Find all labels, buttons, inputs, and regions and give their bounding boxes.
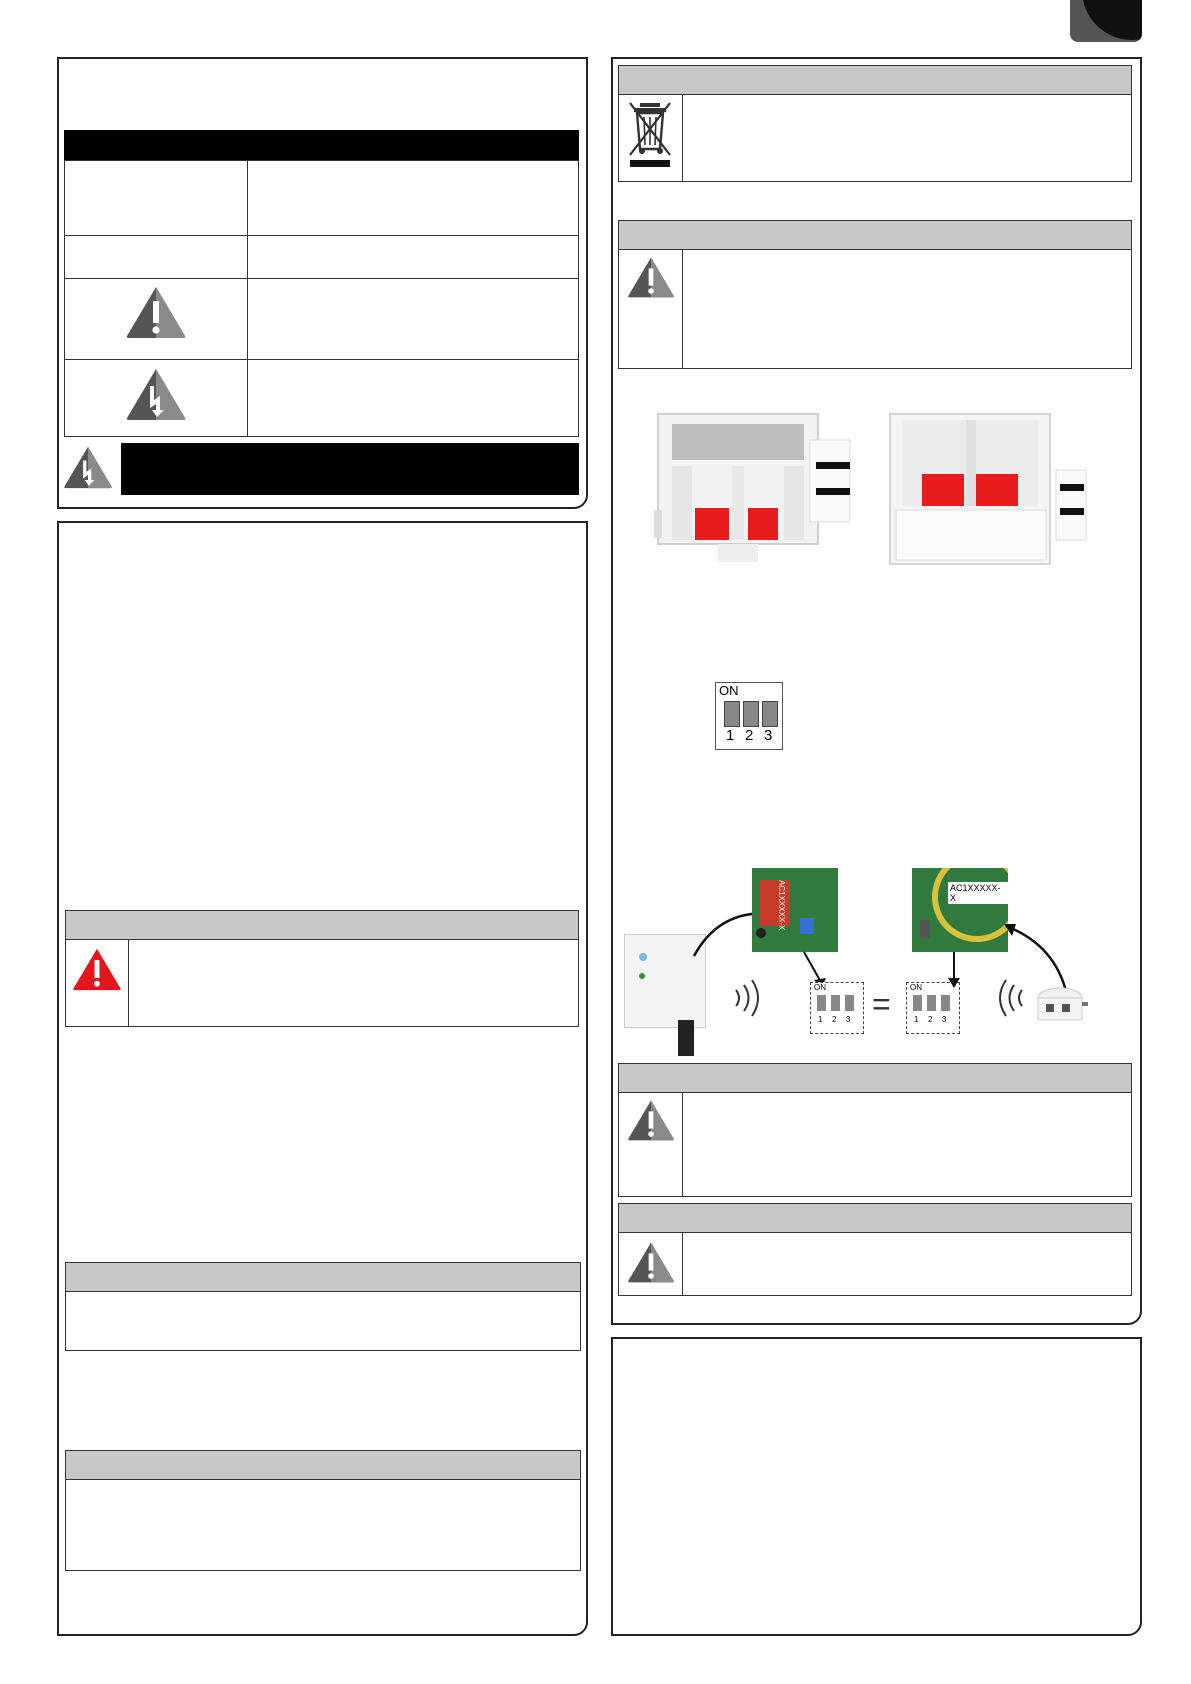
radio-waves-icon — [992, 978, 1026, 1018]
note-box-2-body — [65, 1479, 581, 1571]
warning-box-3-body — [682, 1232, 1132, 1296]
legend-row-3-right — [247, 278, 579, 360]
legend-row-1-right — [247, 160, 579, 236]
warning-triangle-icon — [626, 1098, 676, 1142]
sensor-board — [912, 868, 1008, 952]
warning-box-2-header — [618, 1063, 1132, 1093]
legend-row-2-right — [247, 235, 579, 279]
right-bottom-panel — [611, 1337, 1142, 1636]
legend-row-2-left — [64, 235, 248, 279]
dip-number-2: 2 — [745, 727, 754, 744]
note-box-2-header — [65, 1450, 581, 1480]
dip-number-1: 1 — [726, 727, 735, 744]
crossed-bin-icon — [624, 99, 676, 171]
housing-image-front — [650, 410, 870, 570]
legend-row-4-right — [247, 359, 579, 437]
warning-box-1-header — [618, 220, 1132, 250]
electric-hazard-icon — [62, 443, 114, 491]
wireless-sensor — [1032, 984, 1092, 1028]
sensor-code-label: AC1XXXXX-X — [948, 882, 1008, 904]
receiver-code-label: AC1XXXXX-X — [777, 880, 786, 931]
warning-box-2-body — [682, 1092, 1132, 1197]
legend-row-1-left — [64, 160, 248, 236]
red-warning-box-header — [65, 910, 579, 940]
warning-triangle-icon — [124, 284, 188, 340]
disposal-box-body — [682, 94, 1132, 182]
electric-hazard-icon — [124, 366, 188, 422]
dip-on-label: ON — [719, 683, 739, 698]
red-warning-triangle-icon — [71, 946, 123, 992]
red-warning-box-body — [128, 939, 579, 1027]
note-box-1-header — [65, 1262, 581, 1292]
electric-warning-banner — [121, 443, 579, 495]
housing-image-back — [882, 410, 1102, 570]
dip-number-3: 3 — [764, 727, 773, 744]
page-corner-tab — [1070, 0, 1142, 42]
warning-triangle-icon — [626, 255, 676, 299]
warning-box-1-body — [682, 249, 1132, 369]
radio-waves-icon — [732, 978, 766, 1018]
note-box-1-body — [65, 1291, 581, 1351]
warning-box-3-header — [618, 1203, 1132, 1233]
receiver-board — [752, 868, 838, 952]
legend-table-header — [64, 130, 579, 160]
sensor-dip: ON 1 2 3 — [906, 982, 960, 1034]
warning-triangle-icon — [626, 1240, 676, 1284]
dip-switch-diagram — [715, 682, 783, 750]
equals-sign: = — [872, 986, 891, 1022]
disposal-box-header — [618, 65, 1132, 95]
pairing-diagram — [620, 860, 1140, 1060]
receiver-dip: ON 1 2 3 — [810, 982, 864, 1034]
